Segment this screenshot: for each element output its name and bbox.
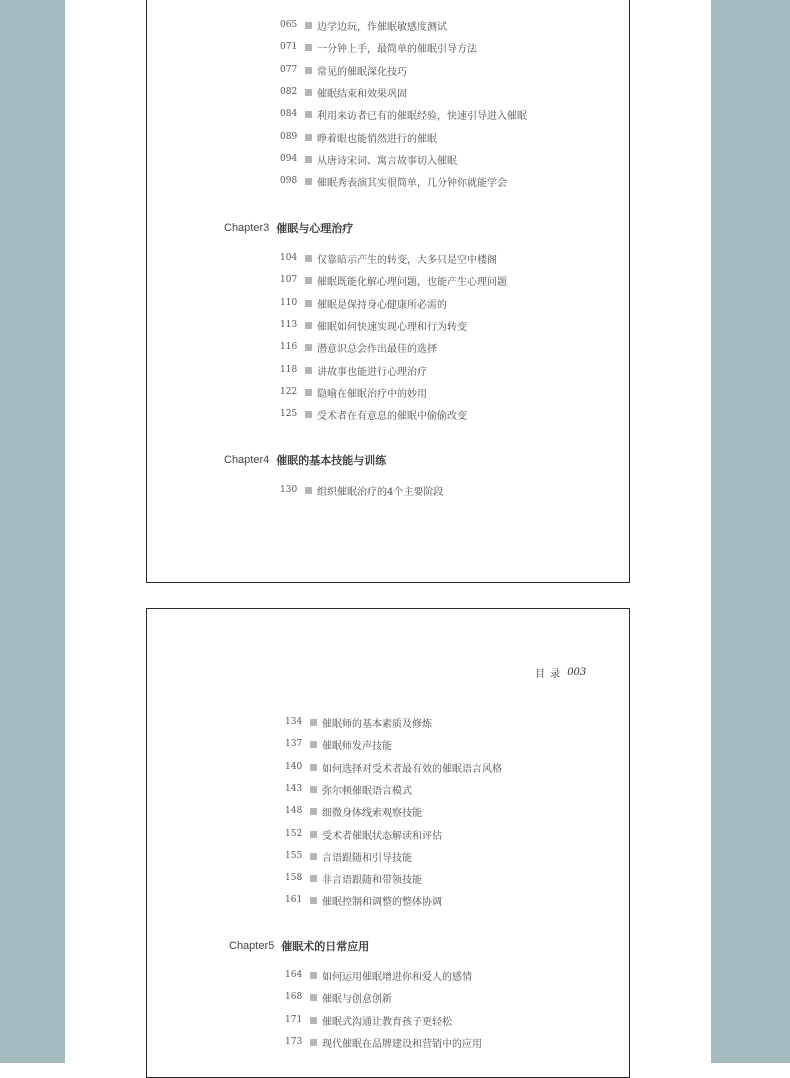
toc-entry — [280, 150, 457, 168]
toc-entry — [280, 61, 407, 79]
chapter-title: 催眠与心理治疗 — [276, 222, 354, 235]
square-bullet-icon — [310, 1017, 317, 1024]
toc-entry — [280, 172, 507, 190]
toc-entry-title: 受术者催眠状态解读和评估 — [322, 830, 442, 842]
toc-entry-page-number: 134 — [285, 717, 303, 727]
toc-entry-page-number: 171 — [285, 1015, 303, 1025]
toc-entry — [285, 758, 502, 776]
square-bullet-icon — [305, 344, 312, 351]
toc-entry-page-number: 098 — [280, 176, 298, 186]
chapter-5-heading — [229, 936, 369, 956]
square-bullet-icon — [310, 972, 317, 979]
chapter-title: 催眠的基本技能与训练 — [276, 454, 387, 467]
toc-page-lower — [146, 608, 630, 1078]
toc-entry-title: 常见的催眠深化技巧 — [317, 66, 407, 78]
square-bullet-icon — [310, 808, 317, 815]
toc-entry — [285, 802, 422, 820]
toc-entry-title: 催眠师的基本素质及修炼 — [322, 718, 432, 730]
toc-entry-title: 催眠与创意创新 — [322, 993, 392, 1005]
square-bullet-icon — [310, 1039, 317, 1046]
toc-entry-page-number: 116 — [280, 342, 298, 352]
toc-entry — [280, 294, 447, 312]
toc-entry-title: 讲故事也能进行心理治疗 — [317, 366, 427, 378]
toc-entry — [285, 966, 472, 984]
header-page-number: 003 — [567, 667, 587, 678]
square-bullet-icon — [310, 764, 317, 771]
toc-entry — [280, 481, 443, 499]
toc-entry — [280, 338, 437, 356]
toc-entry — [285, 891, 442, 909]
toc-entry — [285, 780, 412, 798]
toc-entry-title: 催眠秀表演其实很简单，几分钟你就能学会 — [317, 177, 507, 189]
toc-entry-page-number: 137 — [285, 739, 303, 749]
header-label: 目 录 — [535, 669, 562, 680]
toc-entry-title: 利用来访者已有的催眠经验，快速引导进入催眠 — [317, 110, 527, 122]
square-bullet-icon — [305, 255, 312, 262]
square-bullet-icon — [310, 994, 317, 1001]
toc-entry-title: 细微身体线索观察技能 — [322, 807, 422, 819]
square-bullet-icon — [305, 277, 312, 284]
toc-entry-page-number: 110 — [280, 298, 298, 308]
toc-entry — [280, 249, 497, 267]
toc-entry-title: 隐喻在催眠治疗中的妙用 — [317, 388, 427, 400]
toc-entry-page-number: 122 — [280, 387, 298, 397]
toc-entry-title: 催眠既能化解心理问题，也能产生心理问题 — [317, 276, 507, 288]
toc-entry-page-number: 104 — [280, 253, 298, 263]
toc-entry-title: 如何选择对受术者最有效的催眠语言风格 — [322, 763, 502, 775]
square-bullet-icon — [305, 300, 312, 307]
square-bullet-icon — [305, 367, 312, 374]
toc-entry-title: 边学边玩，作催眠敏感度测试 — [317, 21, 447, 33]
toc-entry — [280, 271, 507, 289]
square-bullet-icon — [305, 411, 312, 418]
toc-entry-page-number: 130 — [280, 485, 298, 495]
toc-entry-title: 如何运用催眠增进你和爱人的感情 — [322, 971, 472, 983]
square-bullet-icon — [305, 22, 312, 29]
square-bullet-icon — [305, 322, 312, 329]
toc-entry — [280, 16, 447, 34]
toc-entry — [280, 361, 427, 379]
toc-entry-page-number: 084 — [280, 109, 298, 119]
toc-entry-page-number: 143 — [285, 784, 303, 794]
toc-entry-page-number: 140 — [285, 762, 303, 772]
toc-entry-page-number: 158 — [285, 873, 303, 883]
toc-entry-title: 组织催眠治疗的4个主要阶段 — [317, 486, 444, 498]
toc-entry — [285, 1011, 452, 1029]
toc-entry — [285, 1033, 482, 1051]
square-bullet-icon — [305, 487, 312, 494]
toc-entry-title: 从唐诗宋词、寓言故事切入催眠 — [317, 155, 457, 167]
toc-entry-title: 催眠如何快速实现心理和行为转变 — [317, 321, 467, 333]
square-bullet-icon — [305, 156, 312, 163]
toc-entry-page-number: 089 — [280, 132, 298, 142]
page-header — [535, 665, 586, 680]
toc-entry-title: 潜意识总会作出最佳的选择 — [317, 343, 437, 355]
toc-entry-title: 催眠是保持身心健康所必需的 — [317, 299, 447, 311]
toc-entry — [285, 735, 392, 753]
toc-entry-page-number: 071 — [280, 42, 298, 52]
toc-entry-title: 言语跟随和引导技能 — [322, 852, 412, 864]
toc-entry-page-number: 125 — [280, 409, 298, 419]
toc-entry-page-number: 164 — [285, 970, 303, 980]
toc-entry-page-number: 161 — [285, 895, 303, 905]
chapter-number: Chapter3 — [224, 222, 270, 234]
square-bullet-icon — [310, 831, 317, 838]
toc-entry — [285, 825, 442, 843]
toc-entry — [280, 128, 437, 146]
toc-entry — [285, 869, 422, 887]
toc-entry-page-number: 168 — [285, 992, 303, 1002]
toc-entry-page-number: 107 — [280, 275, 298, 285]
toc-entry-title: 催眠结束和效果巩固 — [317, 88, 407, 100]
toc-entry — [280, 83, 407, 101]
toc-entry-title: 催眠控制和调整的整体协调 — [322, 896, 442, 908]
chapter-3-heading — [224, 218, 353, 238]
square-bullet-icon — [305, 178, 312, 185]
toc-entry-title: 弥尔顿催眠语言模式 — [322, 785, 412, 797]
toc-entry-page-number: 065 — [280, 20, 298, 30]
toc-entry — [285, 988, 392, 1006]
square-bullet-icon — [310, 786, 317, 793]
square-bullet-icon — [310, 897, 317, 904]
toc-entry — [280, 38, 477, 56]
square-bullet-icon — [305, 389, 312, 396]
toc-entry — [280, 316, 467, 334]
toc-entry-page-number: 148 — [285, 806, 303, 816]
toc-entry-page-number: 155 — [285, 851, 303, 861]
toc-entry — [285, 713, 432, 731]
left-background-margin — [0, 0, 65, 1063]
toc-entry-page-number: 082 — [280, 87, 298, 97]
toc-entry-title: 催眠式沟通让教育孩子更轻松 — [322, 1016, 452, 1028]
chapter-title: 催眠术的日常应用 — [281, 940, 370, 953]
square-bullet-icon — [310, 719, 317, 726]
toc-entry — [285, 847, 412, 865]
toc-entry — [280, 105, 527, 123]
toc-entry — [280, 383, 427, 401]
square-bullet-icon — [305, 134, 312, 141]
square-bullet-icon — [305, 44, 312, 51]
square-bullet-icon — [305, 67, 312, 74]
toc-page-upper — [146, 0, 630, 583]
square-bullet-icon — [310, 853, 317, 860]
toc-entry-page-number: 118 — [280, 365, 298, 375]
toc-entry-title: 仅靠暗示产生的转变，大多只是空中楼阁 — [317, 254, 497, 266]
toc-entry-title: 现代催眠在品牌建设和营销中的应用 — [322, 1038, 482, 1050]
toc-entry-title: 催眠师发声技能 — [322, 740, 392, 752]
square-bullet-icon — [305, 111, 312, 118]
square-bullet-icon — [305, 89, 312, 96]
toc-entry-title: 受术者在有意息的催眠中偷偷改变 — [317, 410, 467, 422]
toc-entry-page-number: 173 — [285, 1037, 303, 1047]
toc-entry-page-number: 113 — [280, 320, 298, 330]
chapter-4-heading — [224, 450, 386, 470]
chapter-number: Chapter4 — [224, 454, 270, 466]
right-background-margin — [711, 0, 790, 1063]
toc-entry-page-number: 077 — [280, 65, 298, 75]
toc-entry-page-number: 094 — [280, 154, 298, 164]
chapter-number: Chapter5 — [229, 940, 275, 952]
toc-entry-title: 睁着眼也能悄然进行的催眠 — [317, 133, 437, 145]
toc-entry-title: 非言语跟随和带领技能 — [322, 874, 422, 886]
square-bullet-icon — [310, 741, 317, 748]
toc-entry-page-number: 152 — [285, 829, 303, 839]
toc-entry-title: 一分钟上手，最简单的催眠引导方法 — [317, 43, 477, 55]
square-bullet-icon — [310, 875, 317, 882]
toc-entry — [280, 405, 467, 423]
